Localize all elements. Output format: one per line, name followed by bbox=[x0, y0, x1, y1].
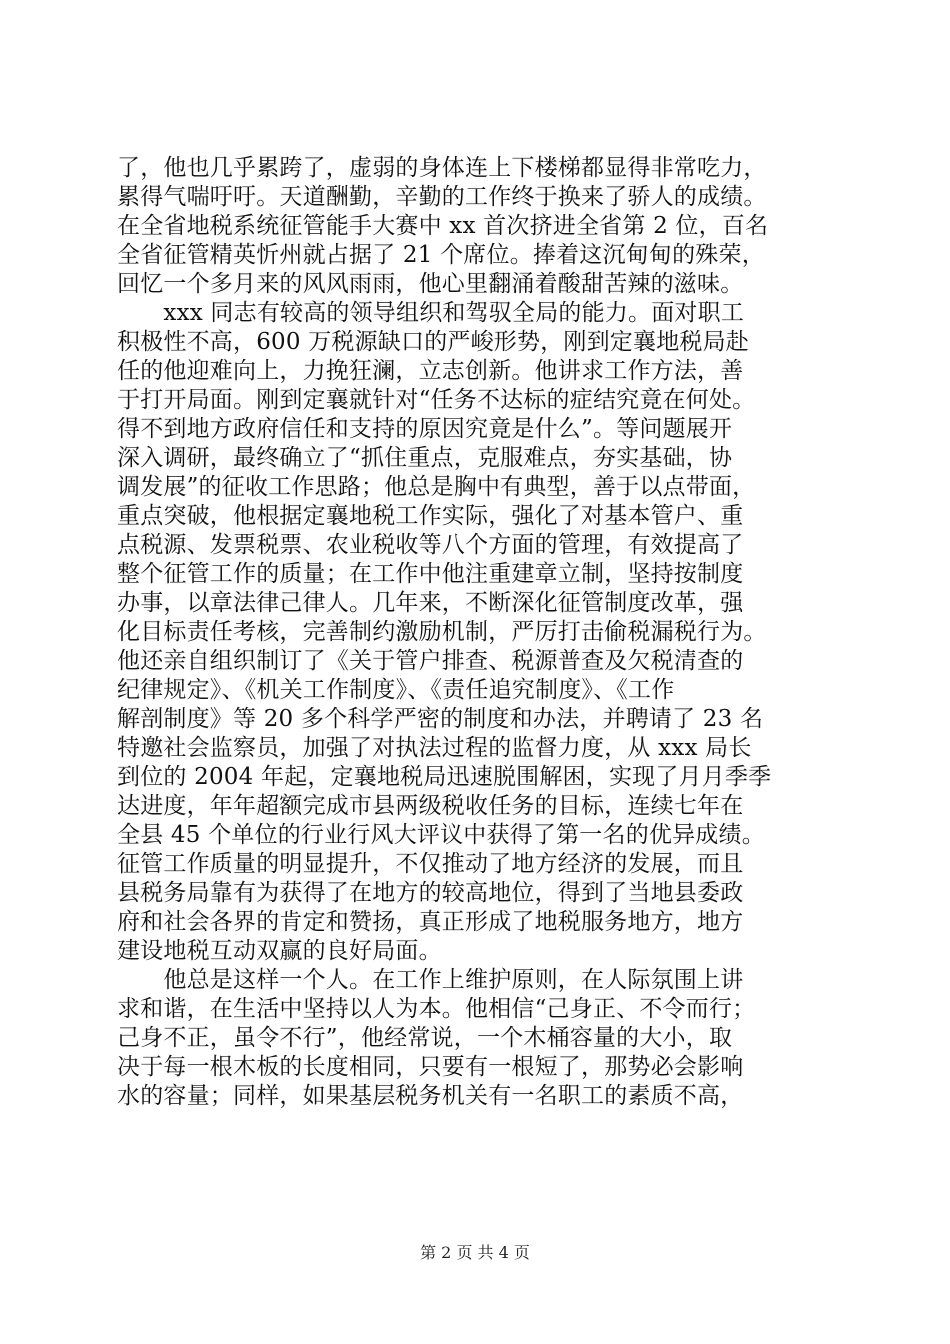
document-body bbox=[117, 154, 847, 1111]
text-line: 建设地税互动双赢的良好局面。 bbox=[117, 938, 442, 964]
text-line: xxx 同志有较高的领导组织和驾驭全局的能力。面对职工 bbox=[117, 300, 745, 326]
text-line: 调发展”的征收工作思路；他总是胸中有典型，善于以点带面， bbox=[117, 474, 756, 500]
text-line: 全县 45 个单位的行业行风大评议中获得了第一名的优异成绩。 bbox=[117, 822, 765, 848]
text-line: 他还亲自组织制订了《关于管户排查、税源普查及欠税清查的 bbox=[117, 648, 744, 674]
text-line: 决于每一根木板的长度相同，只要有一根短了，那势必会影响 bbox=[117, 1054, 744, 1080]
text-line: 回忆一个多月来的风风雨雨，他心里翻涌着酸甜苦辣的滋味。 bbox=[117, 271, 744, 297]
text-line: 到位的 2004 年起，定襄地税局迅速脱围解困，实现了月月季季 bbox=[117, 764, 772, 790]
text-line: 得不到地方政府信任和支持的原因究竟是什么”。等问题展开 bbox=[117, 416, 733, 442]
text-line: 化目标责任考核，完善制约激励机制，严厉打击偷税漏税行为。 bbox=[117, 619, 767, 645]
text-line: 任的他迎难向上，力挽狂澜，立志创新。他讲求工作方法，善 bbox=[117, 358, 744, 384]
text-line: 特邀社会监察员，加强了对执法过程的监督力度，从 xxx 局长 bbox=[117, 735, 752, 761]
text-line: 重点突破，他根据定襄地税工作实际，强化了对基本管户、重 bbox=[117, 503, 744, 529]
text-line: 于打开局面。刚到定襄就针对“任务不达标的症结究竟在何处。 bbox=[117, 387, 756, 413]
text-line: 水的容量；同样，如果基层税务机关有一名职工的素质不高， bbox=[117, 1083, 744, 1109]
text-line: 全省征管精英忻州就占据了 21 个席位。捧着这沉甸甸的殊荣， bbox=[117, 242, 765, 268]
text-line: 征管工作质量的明显提升，不仅推动了地方经济的发展，而且 bbox=[117, 851, 744, 877]
page-footer: 第 2 页 共 4 页 bbox=[420, 1243, 530, 1262]
text-line: 达进度，年年超额完成市县两级税收任务的目标，连续七年在 bbox=[117, 793, 744, 819]
text-line: 累得气喘吁吁。天道酬勤，辛勤的工作终于换来了骄人的成绩。 bbox=[117, 184, 767, 210]
text-line: 在全省地税系统征管能手大赛中 xx 首次挤进全省第 2 位，百名 bbox=[117, 213, 769, 239]
text-line: 点税源、发票税票、农业税收等八个方面的管理，有效提高了 bbox=[117, 532, 744, 558]
text-line: 县税务局靠有为获得了在地方的较高地位，得到了当地县委政 bbox=[117, 880, 744, 906]
text-line: 己身不正，虽令不行”，他经常说，一个木桶容量的大小，取 bbox=[117, 1025, 733, 1051]
text-line: 纪律规定》、《机关工作制度》、《责任追究制度》、《工作 bbox=[117, 677, 675, 703]
text-line: 求和谐，在生活中坚持以人为本。他相信“己身正、不令而行； bbox=[117, 996, 756, 1022]
text-line: 积极性不高，600 万税源缺口的严峻形势，刚到定襄地税局赴 bbox=[117, 329, 750, 355]
text-line: 深入调研，最终确立了“抓住重点，克服难点，夯实基础，协 bbox=[117, 445, 733, 471]
text-line: 解剖制度》等 20 多个科学严密的制度和办法，并聘请了 23 名 bbox=[117, 706, 764, 732]
text-line: 整个征管工作的质量；在工作中他注重建章立制，坚持按制度 bbox=[117, 561, 744, 587]
text-line: 他总是这样一个人。在工作上维护原则，在人际氛围上讲 bbox=[117, 967, 744, 993]
text-line: 办事，以章法律己律人。几年来，不断深化征管制度改革，强 bbox=[117, 590, 744, 616]
text-line: 了，他也几乎累跨了，虚弱的身体连上下楼梯都显得非常吃力， bbox=[117, 155, 767, 181]
text-line: 府和社会各界的肯定和赞扬，真正形成了地税服务地方，地方 bbox=[117, 909, 744, 935]
